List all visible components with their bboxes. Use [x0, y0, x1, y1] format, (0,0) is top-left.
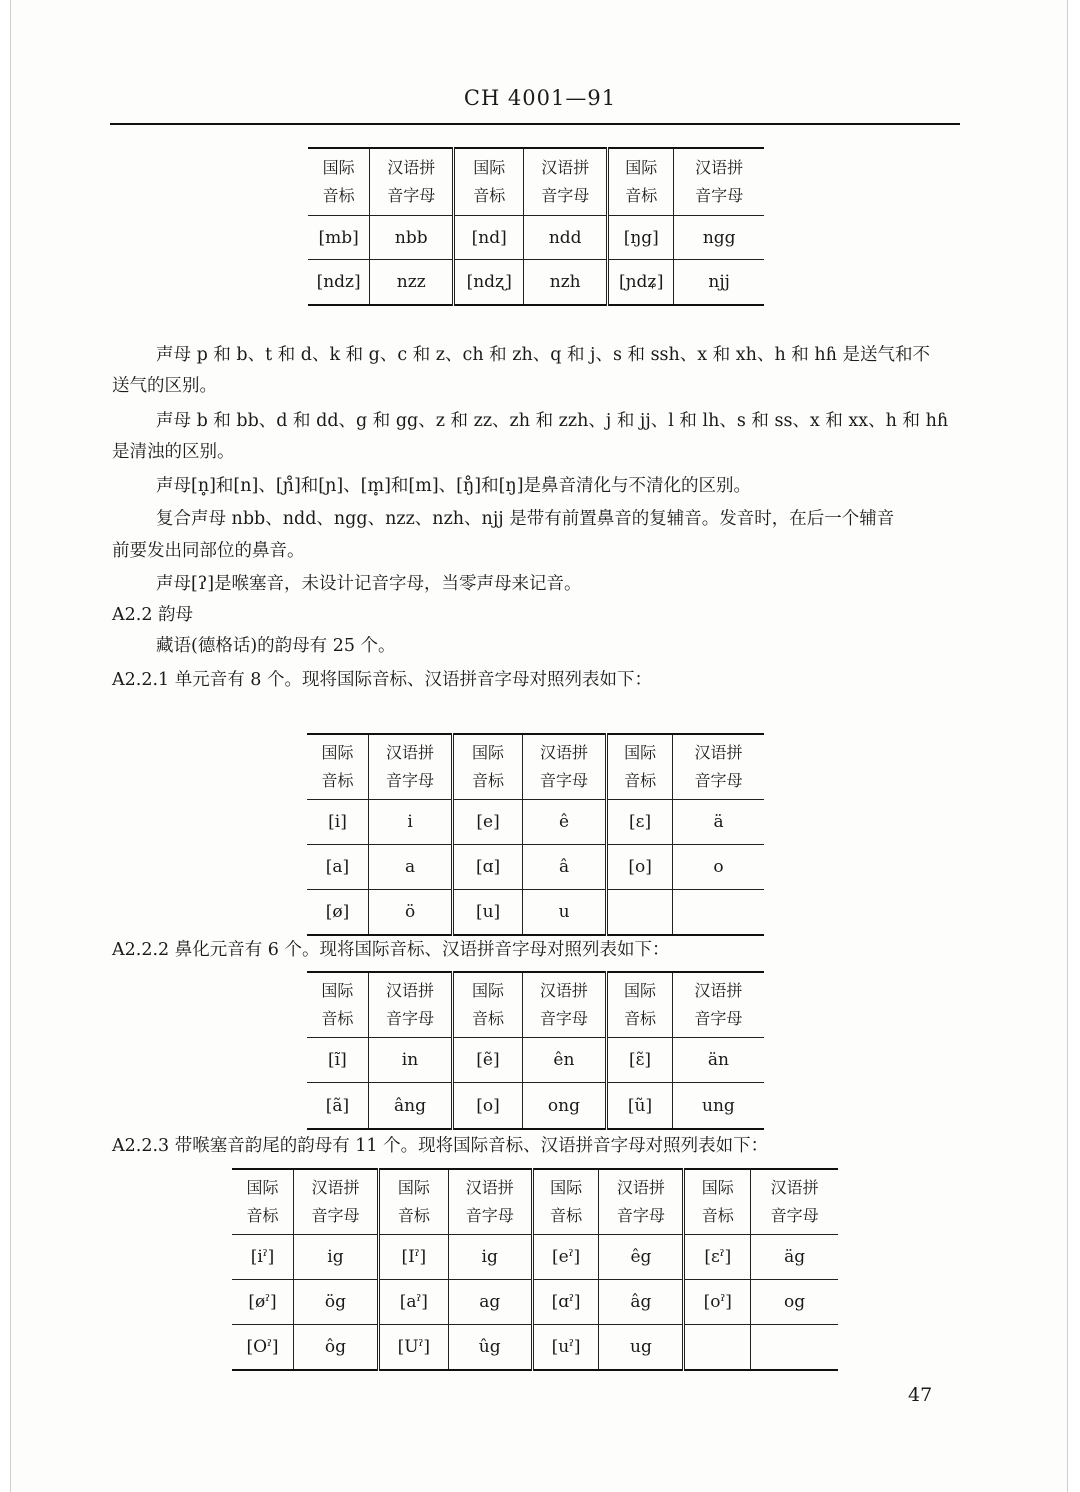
ipa-cell: [o] [453, 1083, 523, 1130]
ipa-cell [607, 890, 673, 936]
header-pinyin: 汉语拼 音字母 [522, 972, 606, 1038]
ipa-cell: [ndʐ] [454, 260, 524, 306]
header-pinyin: 汉语拼 音字母 [368, 972, 452, 1038]
ipa-cell: [Oˀ] [232, 1325, 294, 1371]
ipa-cell: [u] [453, 890, 523, 936]
header-pinyin: 汉语拼 音字母 [751, 1169, 838, 1235]
pinyin-cell: ûg [448, 1325, 532, 1371]
table-header-row [307, 972, 764, 1038]
section-heading-a2-2: A2.2 韵母 [112, 605, 194, 625]
header-pinyin: 汉语拼 音字母 [522, 734, 606, 800]
pinyin-cell: âng [368, 1083, 452, 1130]
paragraph-glottal-stop: 声母[ʔ]是喉塞音，未设计记音字母，当零声母来记音。 [156, 574, 582, 594]
pinyin-cell: ug [599, 1325, 684, 1371]
table-row [307, 1038, 764, 1083]
header-pinyin: 汉语拼 音字母 [294, 1169, 379, 1235]
ipa-cell: [nd] [454, 216, 524, 260]
pinyin-cell: nzh [524, 260, 608, 306]
paragraph-voicing-line2: 是清浊的区别。 [112, 442, 235, 462]
paragraph-nasal-devoicing: 声母[n̥]和[n]、[ɲ̊]和[ɲ]、[m̥]和[m]、[ŋ̊]和[ŋ]是鼻音清化与不清化的区别。 [156, 476, 752, 496]
pinyin-cell: ig [294, 1235, 379, 1280]
ipa-cell: [ɑ] [453, 845, 523, 890]
header-ipa: 国际 音标 [378, 1169, 448, 1235]
pinyin-cell: ög [294, 1280, 379, 1325]
ipa-cell: [iˀ] [232, 1235, 294, 1280]
ipa-cell: [ŋg] [608, 216, 674, 260]
table-header-row [308, 148, 764, 216]
pinyin-cell: ä [673, 800, 764, 845]
page-number: 47 [908, 1384, 933, 1406]
section-heading-a2-2-2: A2.2.2 鼻化元音有 6 个。现将国际音标、汉语拼音字母对照列表如下： [112, 940, 670, 960]
header-rule [110, 123, 960, 125]
table-header-row [232, 1169, 838, 1235]
ipa-cell: [ø] [307, 890, 368, 936]
paragraph-aspiration-line2: 送气的区别。 [112, 376, 217, 396]
header-ipa: 国际 音标 [307, 972, 368, 1038]
pinyin-cell: njj [674, 260, 764, 306]
ipa-cell: [Iˀ] [378, 1235, 448, 1280]
table-row [307, 890, 764, 936]
table-row [232, 1280, 838, 1325]
header-pinyin: 汉语拼 音字母 [524, 148, 608, 216]
pinyin-cell: âg [599, 1280, 684, 1325]
pinyin-cell: ndd [524, 216, 608, 260]
ipa-cell: [ɲdʑ] [608, 260, 674, 306]
header-pinyin: 汉语拼 音字母 [368, 734, 452, 800]
table-row [232, 1235, 838, 1280]
ipa-cell: [e] [453, 800, 523, 845]
header-ipa: 国际 音标 [684, 1169, 751, 1235]
pinyin-cell: êg [599, 1235, 684, 1280]
pinyin-cell: ong [522, 1083, 606, 1130]
header-ipa: 国际 音标 [454, 148, 524, 216]
header-pinyin: 汉语拼 音字母 [672, 972, 764, 1038]
ipa-cell: [ã] [307, 1083, 368, 1130]
table-header-row [307, 734, 764, 800]
pinyin-cell: nzz [370, 260, 454, 306]
header-ipa: 国际 音标 [307, 734, 368, 800]
table-row [307, 1083, 764, 1130]
header-ipa: 国际 音标 [532, 1169, 599, 1235]
table-row [308, 216, 764, 260]
nasal-vowel-table [307, 971, 764, 1130]
pinyin-cell: o [673, 845, 764, 890]
header-ipa: 国际 音标 [232, 1169, 294, 1235]
ipa-cell: [øˀ] [232, 1280, 294, 1325]
pinyin-cell: ê [522, 800, 606, 845]
ipa-cell: [aˀ] [378, 1280, 448, 1325]
ipa-cell [684, 1325, 751, 1371]
table-row [308, 260, 764, 306]
pinyin-cell: ên [522, 1038, 606, 1083]
header-pinyin: 汉语拼 音字母 [448, 1169, 532, 1235]
pinyin-cell: än [672, 1038, 764, 1083]
pinyin-cell: in [368, 1038, 452, 1083]
ipa-cell: [eˀ] [532, 1235, 599, 1280]
ipa-cell: [ẽ] [453, 1038, 523, 1083]
pinyin-cell: a [368, 845, 452, 890]
paragraph-prenasal-line1: 复合声母 nbb、ndd、ngg、nzz、nzh、njj 是带有前置鼻音的复辅音。发音时，在后一个辅音 [156, 509, 895, 529]
pinyin-cell: ig [448, 1235, 532, 1280]
ipa-cell: [ĩ] [307, 1038, 368, 1083]
paragraph-prenasal-line2: 前要发出同部位的鼻音。 [112, 541, 305, 561]
table-row [307, 845, 764, 890]
header-pinyin: 汉语拼 音字母 [370, 148, 454, 216]
header-ipa: 国际 音标 [453, 734, 523, 800]
ipa-cell: [i] [307, 800, 368, 845]
header-pinyin: 汉语拼 音字母 [674, 148, 764, 216]
table-row [307, 800, 764, 845]
pinyin-cell: ngg [674, 216, 764, 260]
section-heading-a2-2-3: A2.2.3 带喉塞音韵尾的韵母有 11 个。现将国际音标、汉语拼音字母对照列表如下： [112, 1136, 769, 1156]
header-ipa: 国际 音标 [607, 972, 673, 1038]
ipa-cell: [o] [607, 845, 673, 890]
glottal-final-table [232, 1168, 838, 1371]
ipa-cell: [ɛˀ] [684, 1235, 751, 1280]
monophthong-table [307, 733, 764, 936]
pinyin-cell: â [522, 845, 606, 890]
header-ipa: 国际 音标 [453, 972, 523, 1038]
pinyin-cell [751, 1325, 838, 1371]
paragraph-aspiration-line1: 声母 p 和 b、t 和 d、k 和 g、c 和 z、ch 和 zh、q 和 j、s 和 ssh、x 和 xh、h 和 hɦ 是送气和不 [156, 345, 930, 365]
consonant-cluster-table [308, 147, 764, 306]
pinyin-cell: i [368, 800, 452, 845]
header-pinyin: 汉语拼 音字母 [599, 1169, 684, 1235]
table-row [232, 1325, 838, 1371]
ipa-cell: [a] [307, 845, 368, 890]
pinyin-cell: og [751, 1280, 838, 1325]
ipa-cell: [oˀ] [684, 1280, 751, 1325]
paragraph-finals-count: 藏语(德格话)的韵母有 25 个。 [156, 636, 396, 656]
ipa-cell: [ɛ] [607, 800, 673, 845]
ipa-cell: [Uˀ] [378, 1325, 448, 1371]
paragraph-voicing-line1: 声母 b 和 bb、d 和 dd、g 和 gg、z 和 zz、zh 和 zzh、j 和 jj、l 和 lh、s 和 ss、x 和 xx、h 和 hɦ [156, 411, 949, 431]
header-ipa: 国际 音标 [608, 148, 674, 216]
pinyin-cell: u [522, 890, 606, 936]
pinyin-cell [673, 890, 764, 936]
ipa-cell: [ũ] [607, 1083, 673, 1130]
page-header: CH 4001—91 [463, 86, 617, 110]
ipa-cell: [uˀ] [532, 1325, 599, 1371]
ipa-cell: [ɛ̃] [607, 1038, 673, 1083]
pinyin-cell: nbb [370, 216, 454, 260]
header-ipa: 国际 音标 [607, 734, 673, 800]
pinyin-cell: ö [368, 890, 452, 936]
pinyin-cell: äg [751, 1235, 838, 1280]
header-ipa: 国际 音标 [308, 148, 370, 216]
ipa-cell: [mb] [308, 216, 370, 260]
ipa-cell: [ɑˀ] [532, 1280, 599, 1325]
section-heading-a2-2-1: A2.2.1 单元音有 8 个。现将国际音标、汉语拼音字母对照列表如下： [112, 670, 652, 690]
header-pinyin: 汉语拼 音字母 [673, 734, 764, 800]
pinyin-cell: ung [672, 1083, 764, 1130]
ipa-cell: [ndz] [308, 260, 370, 306]
pinyin-cell: ôg [294, 1325, 379, 1371]
pinyin-cell: ag [448, 1280, 532, 1325]
